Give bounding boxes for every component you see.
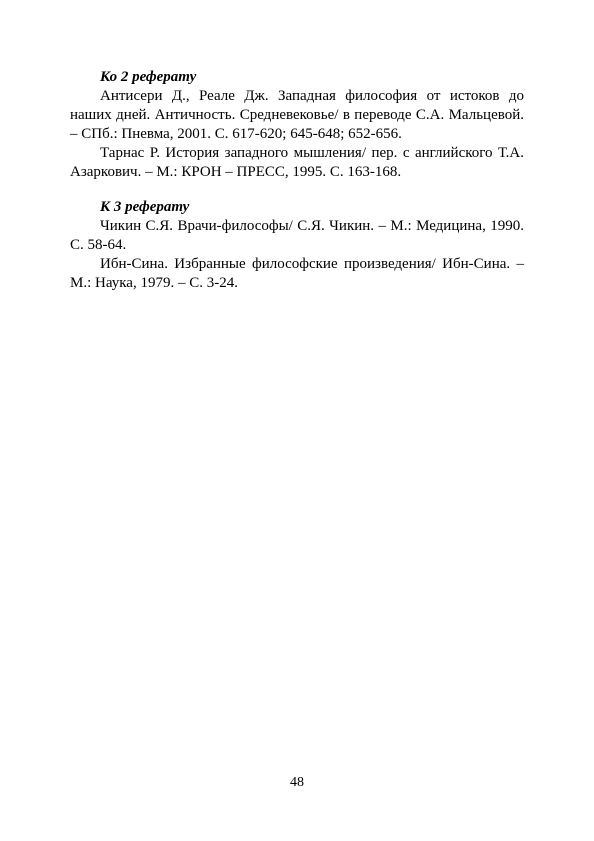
reference-entry: Ибн-Сина. Избранные философские произведения/ Ибн-Сина. – М.: Наука, 1979. – С. 3-24. [70, 256, 524, 291]
references-section-2 [70, 68, 524, 182]
section-heading: Ко 2 реферату [100, 69, 197, 85]
page-number: 48 [290, 775, 304, 790]
reference-entry: Антисери Д., Реале Дж. Западная философия от истоков до наших дней. Античность. Средневековье/ в переводе С.А. Мальцевой. – СПб.: Пневма, 2001. С. 617-620; 645-648; 652-656. [70, 88, 524, 142]
document-body [70, 68, 524, 309]
reference-entry: Чикин С.Я. Врачи-философы/ С.Я. Чикин. – М.: Медицина, 1990. С. 58-64. [70, 218, 524, 253]
section-heading: К 3 реферату [100, 199, 190, 215]
reference-entry: Тарнас Р. История западного мышления/ пер. с английского Т.А. Азаркович. – М.: КРОН – ПРЕСС, 1995. С. 163-168. [70, 145, 524, 180]
references-section-3 [70, 198, 524, 293]
